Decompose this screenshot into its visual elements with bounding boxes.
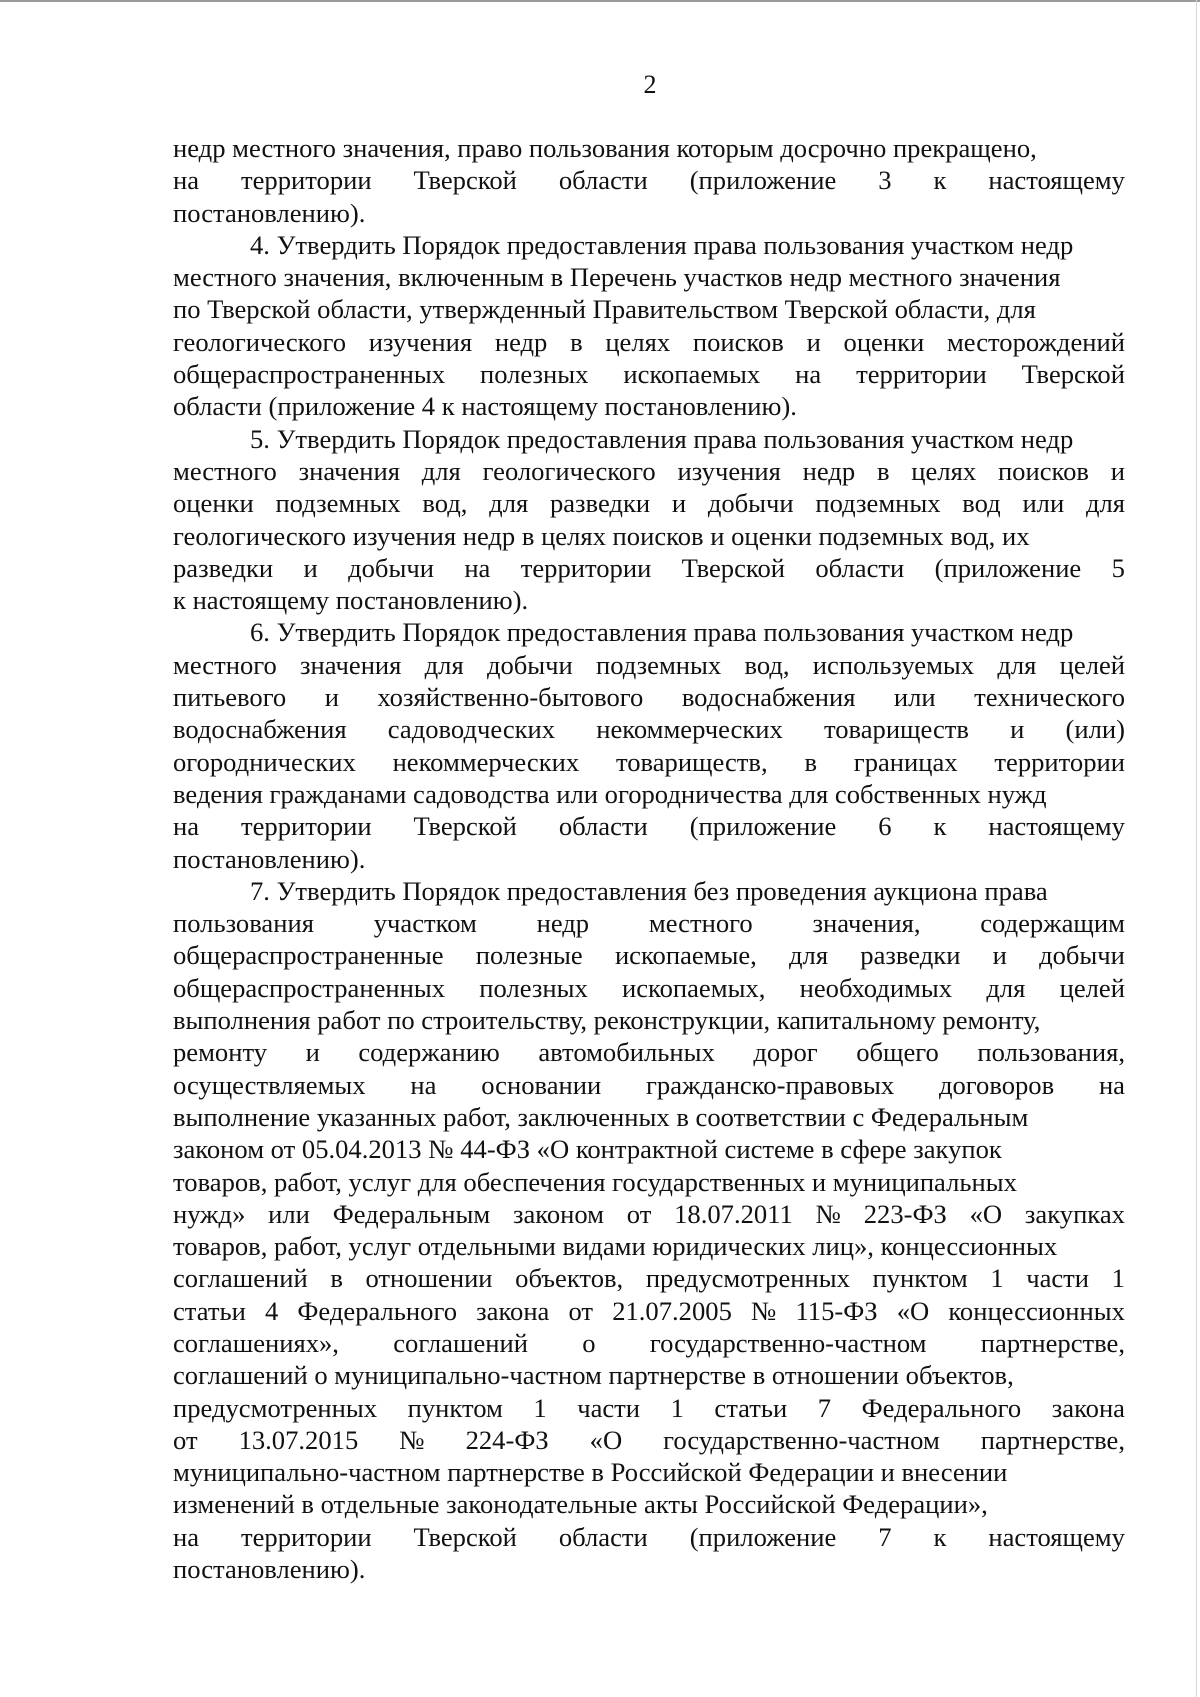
word: недр: [494, 326, 548, 357]
word: от: [173, 1424, 198, 1455]
word: подземных: [275, 488, 401, 519]
word: законом: [512, 1198, 604, 1229]
text-line: [173, 552, 1125, 584]
word: к: [933, 811, 947, 842]
text-line: [173, 1327, 1125, 1359]
word: пунктом: [407, 1392, 503, 1423]
text-line: [173, 939, 1125, 971]
word: концессионных: [948, 1295, 1125, 1326]
word: от: [626, 1198, 652, 1229]
text-line: 5. Утвердить Порядок предоставления права пользования участком недр: [250, 423, 1074, 454]
text-line: 7. Утвердить Порядок предоставления без проведения аукциона права: [250, 875, 1048, 906]
word: 1: [533, 1392, 547, 1423]
word: изучения: [677, 455, 781, 486]
text-line: области (приложение 4 к настоящему постановлению).: [173, 391, 797, 422]
word: общераспространенных: [173, 972, 446, 1003]
word: разведки: [173, 552, 274, 583]
word: общераспространенные: [173, 940, 444, 971]
word: общего: [856, 1037, 939, 1068]
word: для: [997, 649, 1037, 680]
text-line: [173, 1069, 1125, 1101]
scan-right-edge: [1196, 0, 1197, 1697]
word: Тверской: [1021, 359, 1125, 390]
word: 21.07.2005: [612, 1295, 732, 1326]
word: товариществ,: [615, 746, 768, 777]
word: 115-ФЗ: [795, 1295, 878, 1326]
word: для: [986, 972, 1026, 1003]
word: соглашений: [173, 1263, 308, 1294]
word: области: [815, 552, 905, 583]
text-line: изменений в отдельные законодательные акты Российской Федерации»,: [173, 1489, 988, 1520]
text-line: выполнение указанных работ, заключенных в соответствии с Федеральным: [173, 1101, 1029, 1132]
text-line: муниципально-частном партнерстве в Российской Федерации и внесении: [173, 1457, 1008, 1488]
text-line: [173, 1198, 1125, 1230]
word: поисков: [997, 455, 1089, 486]
word: соглашений: [393, 1327, 528, 1358]
word: к: [933, 1521, 947, 1552]
word: и: [992, 940, 1007, 971]
word: области: [558, 165, 648, 196]
text-line: [173, 746, 1125, 778]
word: технического: [974, 682, 1125, 713]
word: 7: [878, 1521, 892, 1552]
word: 4: [264, 1295, 279, 1326]
text-line: постановлению).: [173, 843, 366, 874]
word: автомобильных: [538, 1037, 715, 1068]
word: 1: [990, 1263, 1004, 1294]
word: на: [1098, 1069, 1125, 1100]
document-body: [173, 132, 1125, 1585]
word: некоммерческих: [392, 746, 580, 777]
text-line: [173, 713, 1125, 745]
word: 5: [1111, 552, 1125, 583]
text-line: товаров, работ, услуг отдельными видами юридических лиц», концессионных: [173, 1231, 1058, 1262]
word: 3: [878, 165, 892, 196]
word: значения: [300, 649, 402, 680]
word: подземных: [596, 649, 722, 680]
word: осуществляемых: [173, 1069, 366, 1100]
word: в: [876, 455, 890, 486]
word: №: [399, 1424, 425, 1455]
word: государственно-частном: [649, 1327, 927, 1358]
word: территории: [241, 165, 372, 196]
word: (приложение: [689, 165, 837, 196]
paragraph-item-7: [173, 875, 1125, 1586]
text-line: [173, 810, 1125, 842]
word: «О: [969, 1198, 1003, 1229]
word: территории: [856, 359, 987, 390]
word: ископаемых,: [622, 972, 766, 1003]
word: настоящему: [988, 165, 1125, 196]
word: государственно-частном: [663, 1424, 940, 1455]
paragraph-cont: [173, 132, 1125, 229]
word: и: [806, 326, 821, 357]
word: «О: [589, 1424, 623, 1455]
word: на: [173, 165, 200, 196]
word: содержащим: [980, 908, 1125, 939]
word: ремонту: [173, 1037, 268, 1068]
word: к: [933, 165, 947, 196]
word: 6: [878, 811, 892, 842]
text-line: [173, 1521, 1125, 1553]
word: и: [671, 488, 687, 519]
word: целей: [1059, 972, 1125, 1003]
text-line: [173, 1262, 1125, 1294]
word: основании: [481, 1069, 602, 1100]
word: на: [173, 1521, 200, 1552]
word: Федерального: [861, 1392, 1022, 1423]
word: закупках: [1024, 1198, 1125, 1229]
word: Тверской: [413, 165, 517, 196]
text-line: по Тверской области, утвержденный Правительством Тверской области, для: [173, 294, 1036, 325]
text-line: [173, 164, 1125, 196]
word: и: [1010, 714, 1025, 745]
word: 18.07.2011: [674, 1198, 793, 1229]
word: №: [815, 1198, 841, 1229]
word: 1: [670, 1392, 684, 1423]
word: общераспространенных: [173, 359, 446, 390]
word: месторождений: [946, 326, 1125, 357]
paragraph-item-4: [173, 229, 1125, 423]
word: в: [804, 746, 817, 777]
word: «О: [896, 1295, 930, 1326]
word: подземных: [815, 488, 941, 519]
text-line: [173, 326, 1125, 358]
text-line: [173, 649, 1125, 681]
word: партнерстве,: [980, 1327, 1125, 1358]
word: 224-ФЗ: [465, 1424, 549, 1455]
scan-top-edge: [0, 0, 1200, 2]
word: территории: [520, 552, 652, 583]
text-line: товаров, работ, услуг для обеспечения государственных и муниципальных: [173, 1166, 1017, 1197]
word: недр: [536, 908, 590, 939]
text-line: геологического изучения недр в целях поисков и оценки подземных вод, их: [173, 520, 1030, 551]
word: №: [750, 1295, 777, 1326]
word: области: [558, 811, 648, 842]
word: территории: [241, 1521, 372, 1552]
word: 223-ФЗ: [863, 1198, 947, 1229]
word: от: [568, 1295, 594, 1326]
word: территории: [994, 746, 1125, 777]
word: Тверской: [413, 811, 517, 842]
word: вод,: [744, 649, 790, 680]
word: пунктом: [872, 1263, 968, 1294]
word: товариществ: [823, 714, 969, 745]
word: закона: [1051, 1392, 1125, 1423]
word: на: [795, 359, 822, 390]
text-line: постановлению).: [173, 197, 366, 228]
paragraph-item-6: [173, 616, 1125, 874]
word: о: [582, 1327, 596, 1358]
word: добычи: [1039, 940, 1125, 971]
word: (приложение: [689, 811, 837, 842]
text-line: 6. Утвердить Порядок предоставления права пользования участком недр: [250, 617, 1074, 648]
word: настоящему: [988, 1521, 1125, 1552]
word: хозяйственно-бытового: [377, 682, 644, 713]
text-line: к настоящему постановлению).: [173, 585, 529, 616]
word: границах: [853, 746, 958, 777]
word: или: [268, 1198, 310, 1229]
word: гражданско-правовых: [645, 1069, 895, 1100]
word: добычи: [348, 552, 434, 583]
word: недр: [802, 455, 856, 486]
text-line: [173, 1295, 1125, 1327]
word: на: [173, 811, 200, 842]
word: области: [558, 1521, 648, 1552]
text-line: местного значения, включенным в Перечень участков недр местного значения: [173, 262, 1061, 293]
word: ископаемых: [623, 359, 761, 390]
word: в: [330, 1263, 343, 1294]
word: предусмотренных: [173, 1392, 378, 1423]
text-line: [173, 1424, 1125, 1456]
text-line: [173, 487, 1125, 519]
word: разведки: [549, 488, 651, 519]
text-line: 4. Утвердить Порядок предоставления права пользования участком недр: [250, 229, 1074, 260]
word: полезные: [475, 940, 583, 971]
word: или: [893, 682, 936, 713]
word: дорог: [753, 1037, 818, 1068]
text-line: законом от 05.04.2013 № 44-ФЗ «О контрактной системе в сфере закупок: [173, 1134, 1002, 1165]
word: в: [570, 326, 583, 357]
word: вод,: [422, 488, 468, 519]
word: содержанию: [358, 1037, 500, 1068]
word: территории: [241, 811, 372, 842]
text-line: [173, 972, 1125, 1004]
word: отношении: [365, 1263, 493, 1294]
word: необходимых: [799, 972, 953, 1003]
word: полезных: [479, 972, 588, 1003]
word: используемых: [812, 649, 975, 680]
word: участком: [373, 908, 477, 939]
word: (или): [1065, 714, 1125, 745]
word: предусмотренных: [645, 1263, 850, 1294]
word: для: [489, 488, 529, 519]
word: для: [1085, 488, 1125, 519]
word: местного: [173, 455, 277, 486]
word: добычи: [707, 488, 794, 519]
word: поисков: [692, 326, 784, 357]
word: ископаемые,: [614, 940, 757, 971]
word: объектов,: [515, 1263, 624, 1294]
text-line: соглашений о муниципально-частном партнерстве в отношении объектов,: [173, 1360, 1014, 1391]
word: разведки: [860, 940, 961, 971]
word: настоящему: [988, 811, 1125, 842]
word: местного: [173, 649, 277, 680]
word: для: [789, 940, 829, 971]
word: некоммерческих: [596, 714, 783, 745]
text-line: выполнения работ по строительству, реконструкции, капитальному ремонту,: [173, 1005, 1041, 1036]
word: на: [464, 552, 491, 583]
word: или: [1022, 488, 1065, 519]
word: 13.07.2015: [238, 1424, 359, 1455]
word: соглашениях»,: [173, 1327, 339, 1358]
word: оценки: [173, 488, 254, 519]
word: полезных: [479, 359, 589, 390]
word: партнерстве,: [980, 1424, 1125, 1455]
word: нужд»: [173, 1198, 246, 1229]
word: пользования,: [977, 1037, 1125, 1068]
word: Федерального: [297, 1295, 458, 1326]
word: и: [305, 1037, 320, 1068]
word: значения: [298, 455, 400, 486]
word: Тверской: [681, 552, 785, 583]
word: целях: [605, 326, 671, 357]
text-line: [173, 455, 1125, 487]
word: оценки: [843, 326, 925, 357]
text-line: [173, 1392, 1125, 1424]
word: статьи: [714, 1392, 788, 1423]
word: местного: [648, 908, 753, 939]
page-number: 2: [643, 70, 657, 99]
word: геологического: [173, 326, 347, 357]
text-line: недр местного значения, право пользования которым досрочно прекращено,: [173, 133, 1037, 163]
word: геологического: [482, 455, 656, 486]
text-line: [173, 907, 1125, 939]
word: 1: [1111, 1263, 1125, 1294]
word: значения,: [812, 908, 921, 939]
word: водоснабжения: [681, 682, 856, 713]
word: и: [324, 682, 339, 713]
word: вод: [962, 488, 1001, 519]
word: водоснабжения: [173, 714, 347, 745]
word: для: [424, 649, 464, 680]
word: 7: [817, 1392, 832, 1423]
text-line: постановлению).: [173, 1554, 366, 1585]
word: договоров: [938, 1069, 1055, 1100]
word: огороднических: [173, 746, 356, 777]
word: целей: [1059, 649, 1125, 680]
word: части: [1026, 1263, 1090, 1294]
text-line: ведения гражданами садоводства или огородничества для собственных нужд: [173, 778, 1047, 809]
word: на: [410, 1069, 437, 1100]
word: части: [577, 1392, 641, 1423]
word: Федеральным: [332, 1198, 491, 1229]
word: для: [421, 455, 461, 486]
text-line: [173, 681, 1125, 713]
word: Тверской: [413, 1521, 517, 1552]
word: закона: [476, 1295, 550, 1326]
word: добычи: [486, 649, 573, 680]
word: пользования: [173, 908, 314, 939]
word: и: [1110, 455, 1125, 486]
word: садоводческих: [387, 714, 556, 745]
paragraph-item-5: [173, 423, 1125, 617]
word: и: [303, 552, 318, 583]
text-line: [173, 358, 1125, 390]
word: целях: [911, 455, 977, 486]
word: (приложение: [934, 552, 1082, 583]
word: (приложение: [689, 1521, 837, 1552]
word: статьи: [173, 1295, 246, 1326]
text-line: [173, 1036, 1125, 1068]
word: изучения: [368, 326, 473, 357]
word: питьевого: [173, 682, 287, 713]
